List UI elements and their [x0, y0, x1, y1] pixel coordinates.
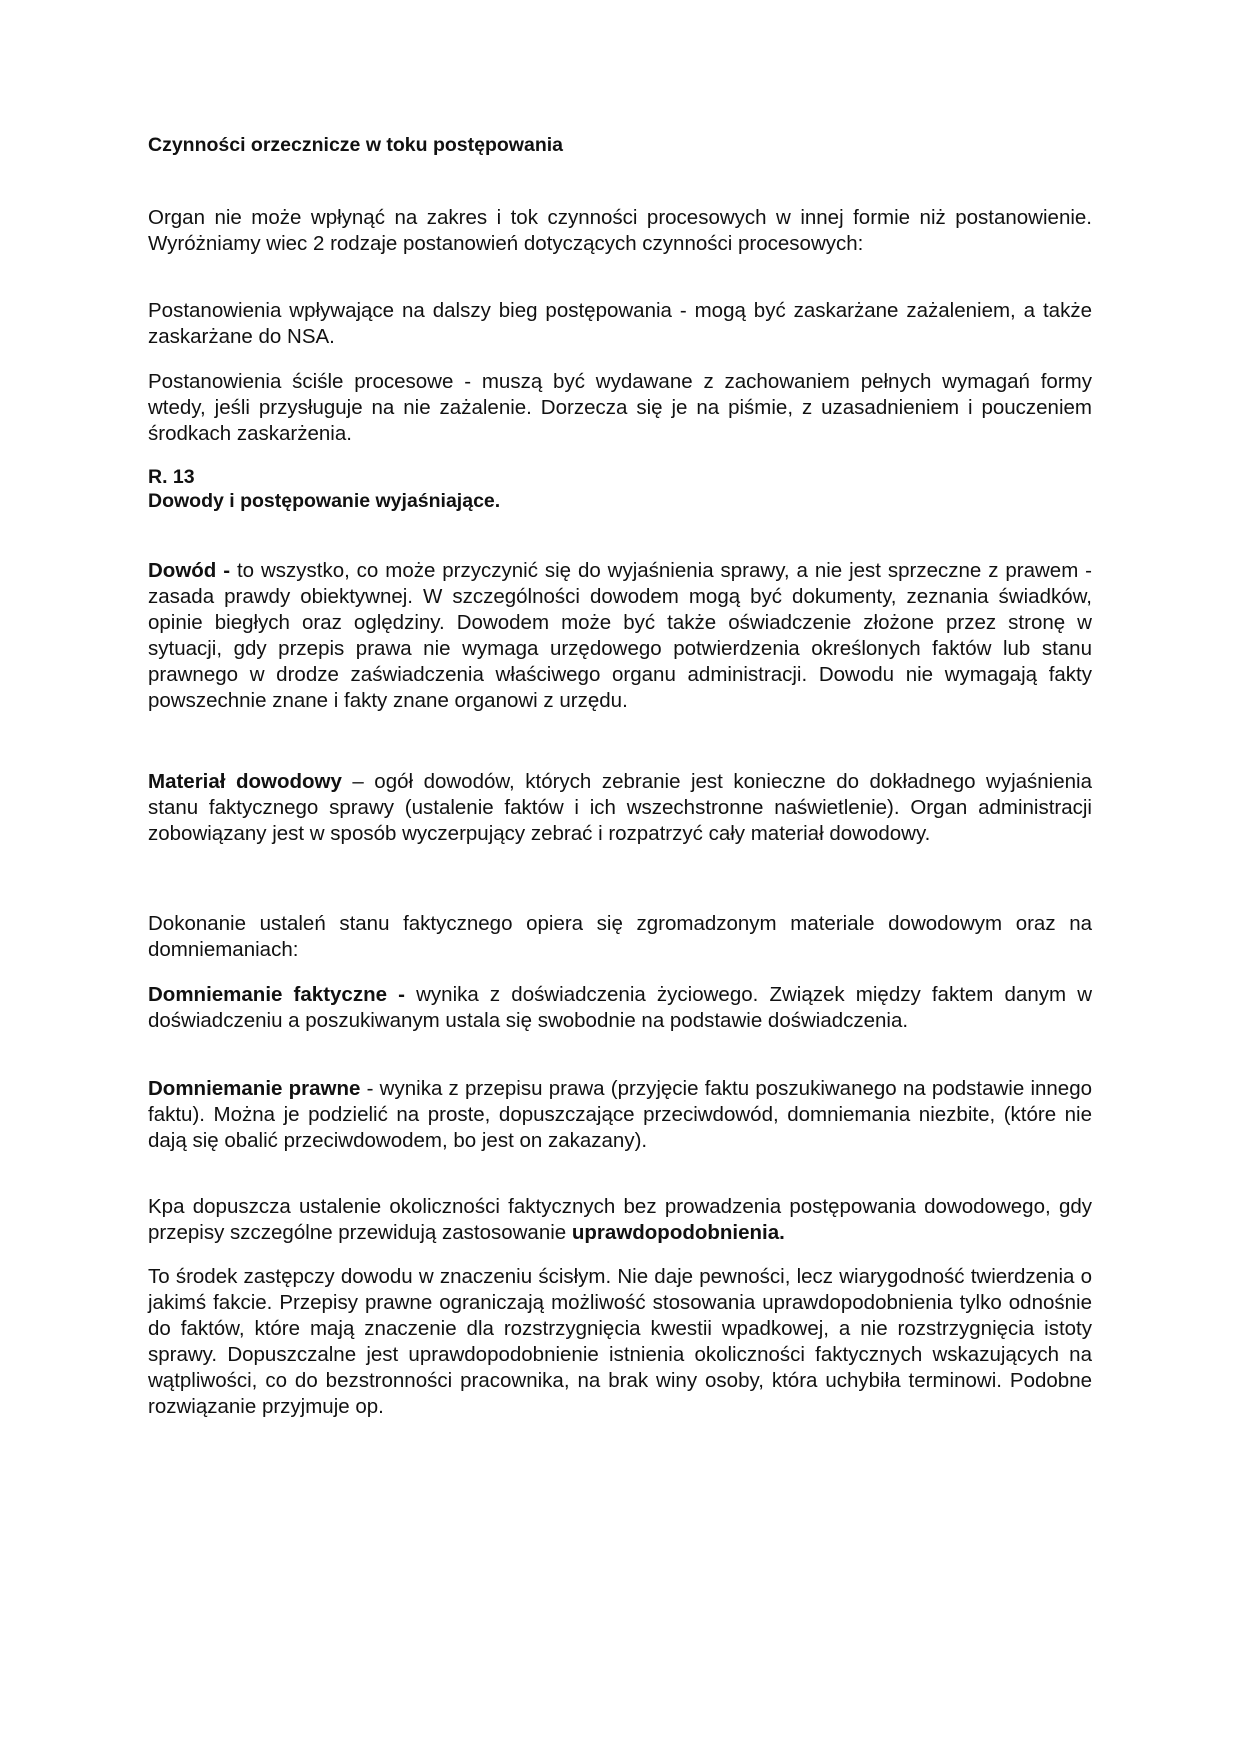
chapter-title: Dowody i postępowanie wyjaśniające.	[148, 490, 501, 512]
paragraph-material-text: – ogół dowodów, których zebranie jest konieczne do dokładnego wyjaśnienia stanu faktycznego sprawy (ustalenie faktów i ich wszechstronne naświetlenie). Organ administracji zobowiązany jest w sposób wyczerpujący zebrać i rozpatrzyć cały materiał dowodowy.	[148, 770, 1092, 845]
paragraph-2: Postanowienia wpływające na dalszy bieg postępowania - mogą być zaskarżane zażaleniem, a także zaskarżane do NSA.	[148, 299, 1092, 348]
paragraph-1: Organ nie może wpłynąć na zakres i tok czynności procesowych w innej formie niż postanowienie. Wyróżniamy wiec 2 rodzaje postanowień dotyczących czynności procesowych:	[148, 206, 1092, 255]
term-dowod: Dowód -	[148, 559, 231, 582]
paragraph-dowod	[148, 558, 1092, 714]
term-domniemanie-prawne: Domniemanie prawne	[148, 1077, 361, 1100]
paragraph-domniemanie-faktyczne	[148, 982, 1092, 1034]
paragraph-domniemanie-faktyczne-text: wynika z doświadczenia życiowego. Związek między faktem danym w doświadczeniu a poszukiwanym ustala się swobodnie na podstawie doświadczenia.	[148, 983, 1092, 1032]
paragraph-material	[148, 769, 1092, 847]
paragraph-kpa-text: Kpa dopuszcza ustalenie okoliczności faktycznych bez prowadzenia postępowania dowodowego, gdy przepisy szczególne przewidują zastosowanie	[148, 1195, 1092, 1244]
paragraph-domniemanie-prawne-text: - wynika z przepisu prawa (przyjęcie faktu poszukiwanego na podstawie innego faktu). Można je podzielić na proste, dopuszczające przeciwdowód, domniemania niezbite, (które nie dają się obalić przeciwdowodem, bo jest on zakazany).	[148, 1077, 1093, 1152]
term-material: Materiał dowodowy	[148, 770, 342, 793]
paragraph-dowod-text: to wszystko, co może przyczynić się do wyjaśnienia sprawy, a nie jest sprzeczne z prawem - zasada prawdy obiektywnej. W szczególności dowodem mogą być dokumenty, zeznania świadków, opinie biegłych oraz oględziny. Dowodem może być także oświadczenie złożone przez stronę w sytuacji, gdy przepis prawa nie wymaga urzędowego potwierdzenia określonych faktów lub stanu prawnego w drodze zaświadczenia właściwego organu administracji. Dowodu nie wymagają fakty powszechnie znane i fakty znane organowi z urzędu.	[148, 559, 1092, 712]
paragraph-3: Postanowienia ściśle procesowe - muszą być wydawane z zachowaniem pełnych wymagań formy wtedy, jeśli przysługuje na nie zażalenie. Dorzecza się je na piśmie, z uzasadnieniem i pouczeniem środkach zaskarżenia.	[148, 370, 1092, 445]
document-title: Czynności orzecznicze w toku postępowania	[148, 134, 563, 156]
chapter-number: R. 13	[148, 466, 195, 488]
term-uprawdopodobnienie: uprawdopodobnienia.	[571, 1221, 785, 1244]
paragraph-10: To środek zastępczy dowodu w znaczeniu ścisłym. Nie daje pewności, lecz wiarygodność twierdzenia o jakimś fakcie. Przepisy prawne ograniczają możliwość stosowania uprawdopodobnienia tylko odnośnie do faktów, które mają znaczenie dla rozstrzygnięcia kwestii wpadkowej, a nie rozstrzygnięcia istoty sprawy. Dopuszczalne jest uprawdopodobnienie istnienia okoliczności faktycznych wskazujących na wątpliwości, co do bezstronności pracownika, na brak winy osoby, która uchybiła terminowi. Podobne rozwiązanie przyjmuje op.	[148, 1265, 1092, 1418]
paragraph-domniemanie-prawne	[148, 1076, 1092, 1154]
term-domniemanie-faktyczne: Domniemanie faktyczne -	[148, 983, 405, 1006]
paragraph-kpa	[148, 1194, 1092, 1246]
paragraph-6: Dokonanie ustaleń stanu faktycznego opiera się zgromadzonym materiale dowodowym oraz na domniemaniach:	[148, 912, 1092, 961]
